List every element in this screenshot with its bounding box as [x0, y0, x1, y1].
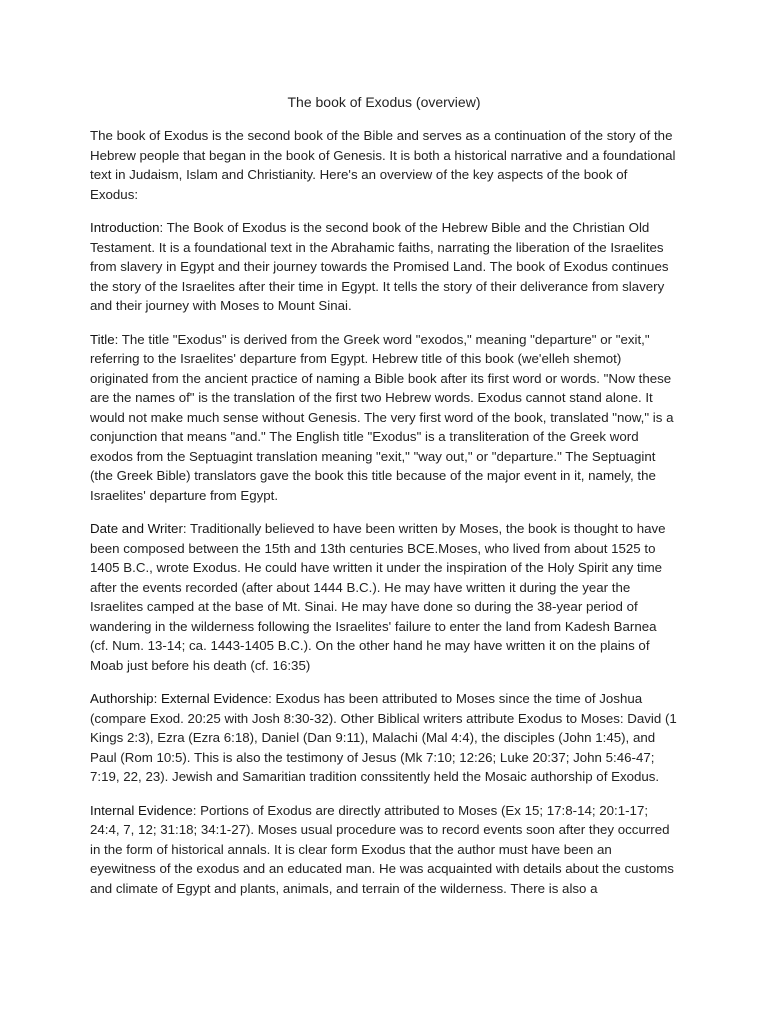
section-date-and-writer [90, 519, 678, 675]
section-introduction [90, 218, 678, 316]
section-heading: Authorship: External Evidence: [90, 691, 272, 706]
section-heading: Internal Evidence [90, 802, 193, 818]
section-title [90, 330, 678, 506]
section-internal-evidence [90, 801, 678, 899]
document-page [90, 93, 678, 912]
section-heading: Date and Writer [90, 521, 183, 536]
section-text: : The title "Exodus" is derived from the Greek word "exodos," meaning "departure" or "exit," referring to the Israelites' departure from Egypt. Hebrew title of this book (we'elleh shemot) originated from the ancient practice of naming a Bible book after its first word or words. "Now these are the names of" is the translation of the first two Hebrew words. Exodus cannot stand alone. It would not make much sense without Genesis. The very first word of the book, translated "now," is a conjunction that means "and." The English title "Exodus" is a transliteration of the Greek word exodos from the Septuagint translation meaning "exit," "way out," or "departure." The Septuagint (the Greek Bible) translators gave the book this title because of the major event in it, namely, the Israelites' departure from Egypt. [90, 331, 674, 503]
intro-paragraph: The book of Exodus is the second book of the Bible and serves as a continuation of the story of the Hebrew people that began in the book of Genesis. It is both a historical narrative and a foundational text in Judaism, Islam and Christianity. Here's an overview of the key aspects of the book of Exodus: [90, 128, 676, 202]
section-authorship-external [90, 689, 678, 787]
section-text: : The Book of Exodus is the second book of the Hebrew Bible and the Christian Old Testament. It is a foundational text in the Abrahamic faiths, narrating the liberation of the Israelites from slavery in Egypt and their journey towards the Promised Land. The book of Exodus continues the story of the Israelites after their time in Egypt. It tells the story of their deliverance from slavery and their journey with Moses to Mount Sinai. [90, 220, 669, 313]
section-text: : Portions of Exodus are directly attributed to Moses (Ex 15; 17:8-14; 20:1-17; 24:4, 7, 12; 31:18; 34:1-27). Moses usual procedure was to record events soon after they occurred in the form of historical annals. It is clear form Exodus that the author must have been an eyewitness of the exodus and an educated man. He was acquainted with details about the customs and climate of Egypt and plants, animals, and terrain of the wilderness. There is also a [90, 802, 674, 896]
section-heading: Introduction [90, 220, 160, 235]
document-title: The book of Exodus (overview) [287, 94, 481, 110]
section-heading: Title [90, 331, 115, 347]
section-text: : Traditionally believed to have been written by Moses, the book is thought to have been composed between the 15th and 13th centuries BCE.Moses, who lived from about 1525 to 1405 B.C., wrote Exodus. He could have written it under the inspiration of the Holy Spirit any time after the events recorded (after about 1444 B.C.). He may have written it during the year the Israelites camped at the base of Mt. Sinai. He may have done so during the 38-year period of wandering in the wilderness following the Israelites' failure to enter the land from Kadesh Barnea (cf. Num. 13-14; ca. 1443-1405 B.C.). On the other hand he may have written it on the plains of Moab just before his death (cf. 16:35) [90, 521, 666, 673]
section-text: Exodus has been attributed to Moses since the time of Joshua (compare Exod. 20:25 with Josh 8:30-32). Other Biblical writers attribute Exodus to Moses: David (1 Kings 2:3), Ezra (Ezra 6:18), Daniel (Dan 9:11), Malachi (Mal 4:4), the disciples (John 1:45), and Paul (Rom 10:5). This is also the testimony of Jesus (Mk 7:10; 12:26; Luke 20:37; John 5:46-47; 7:19, 22, 23). Jewish and Samaritian tradition conssitently held the Mosaic authorship of Exodus. [90, 691, 677, 784]
